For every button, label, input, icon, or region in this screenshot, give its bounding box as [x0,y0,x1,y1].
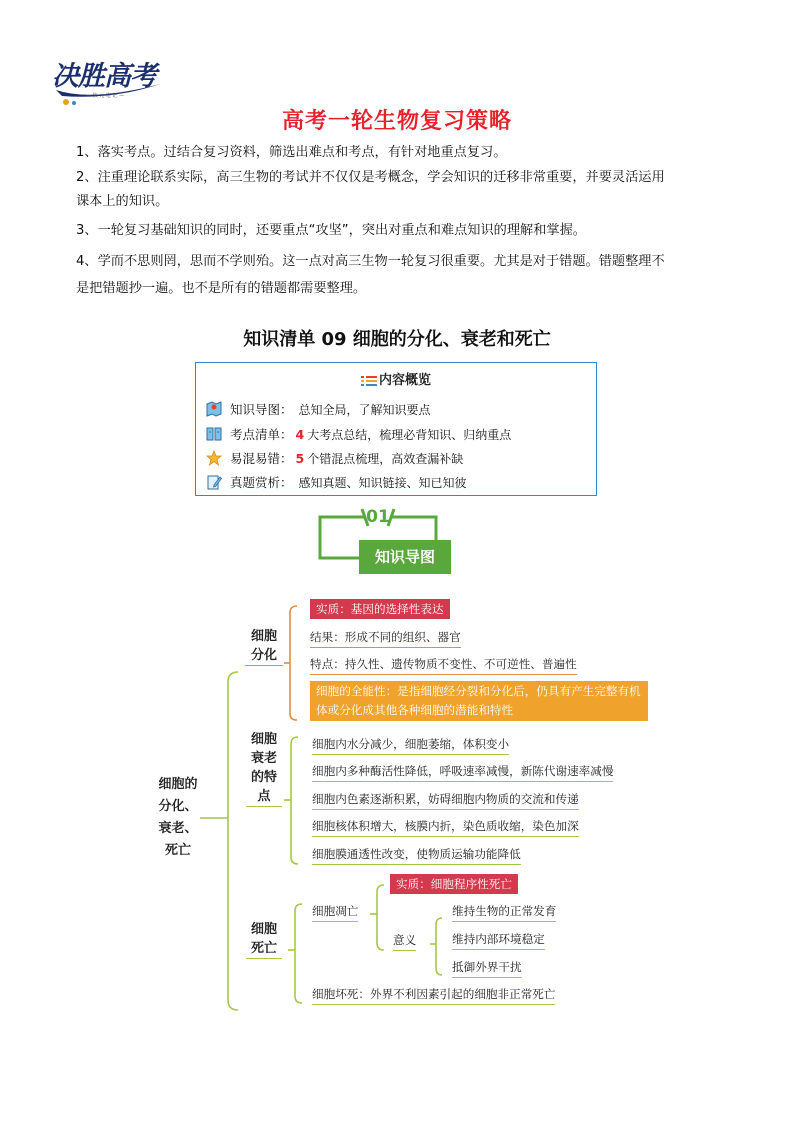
death-apoptosis: 细胞凋亡 [312,901,358,922]
mindmap-root [148,774,208,862]
aging-item: 细胞内水分减少，细胞萎缩，体积变小 [312,734,509,755]
death-meaning: 维持生物的正常发育 [452,901,556,922]
differentiation-result: 结果：形成不同的组织、器官 [310,627,461,648]
overview-label: 考点清单： [230,427,293,442]
logo-text: 决胜高考 [52,61,156,92]
paragraph-1: 1、落实考点。过结合复习资料，筛选出难点和考点，有针对地重点复习。 [76,145,507,160]
death-meaning: 抵御外界干扰 [452,957,522,978]
paragraph-4-cont: 是把错题抄一遍。也不是所有的错题都需要整理。 [76,281,367,296]
overview-num: 5 [295,450,305,466]
badge-label: 知识导图 [359,540,451,574]
overview-desc: 感知真题、知识链接、知已知彼 [298,475,467,490]
overview-desc: 个错混点梳理，高效查漏补缺 [307,451,464,466]
overview-desc: 总知全局，了解知识要点 [298,402,431,417]
overview-desc: 大考点总结，梳理必背知识、归纳重点 [307,427,512,442]
overview-label: 知识导图： [230,402,293,417]
category-differentiation: 细胞 分化 [245,627,283,666]
death-essence: 实质：细胞程序性死亡 [390,874,518,894]
overview-label: 易混易错： [230,451,293,466]
badge-number: 01 [366,507,390,527]
death-significance: 意义 [393,930,416,951]
paragraph-3: 3、一轮复习基础知识的同时，还要重点“攻坚”，突出对重点和难点知识的理解和掌握。 [76,223,586,238]
overview-num: 4 [295,426,305,442]
paragraph-2-cont: 课本上的知识。 [76,194,169,209]
logo-subtitle: — 状 元 笔 记 — [86,93,124,99]
paragraph-2: 2、注重理论联系实际，高三生物的考试并不仅仅是考概念，学会知识的迁移非常重要，并要灵活运用 [76,170,665,185]
differentiation-essence: 实质：基因的选择性表达 [310,599,450,619]
death-meaning: 维持内部环境稳定 [452,929,545,950]
category-aging: 细胞 衰老 的特 点 [246,730,282,807]
aging-item: 细胞内色素逐渐积累，妨碍细胞内物质的交流和传递 [312,789,579,810]
overview-label: 真题赏析： [230,475,293,490]
aging-item: 细胞内多种酶活性降低，呼吸速率减慢，新陈代谢速率减慢 [312,761,613,782]
section-title: 知识清单 09 细胞的分化、衰老和死亡 [243,329,551,350]
page-title: 高考一轮生物复习策略 [281,109,512,134]
category-death: 细胞 死亡 [246,920,282,959]
differentiation-features: 特点：持久性、遗传物质不变性、不可逆性、普遍性 [310,654,577,675]
death-necrosis: 细胞坏死：外界不利因素引起的细胞非正常死亡 [312,984,555,1005]
paragraph-4: 4、学而不思则罔，思而不学则殆。这一点对高三生物一轮复习很重要。尤其是对于错题。错题整理不 [76,254,665,269]
aging-item: 细胞核体积增大，核膜内折，染色质收缩，染色加深 [312,816,579,837]
aging-item: 细胞膜通透性改变，使物质运输功能降低 [312,844,521,865]
differentiation-totipotency: 细胞的全能性：是指细胞经分裂和分化后，仍具有产生完整有机体或分化成其他各种细胞的潜能和特性 [310,681,648,721]
overview-heading-text: 内容概览 [378,373,431,388]
root-line: 细胞的 分化、 衰老、 死亡 [158,777,198,858]
